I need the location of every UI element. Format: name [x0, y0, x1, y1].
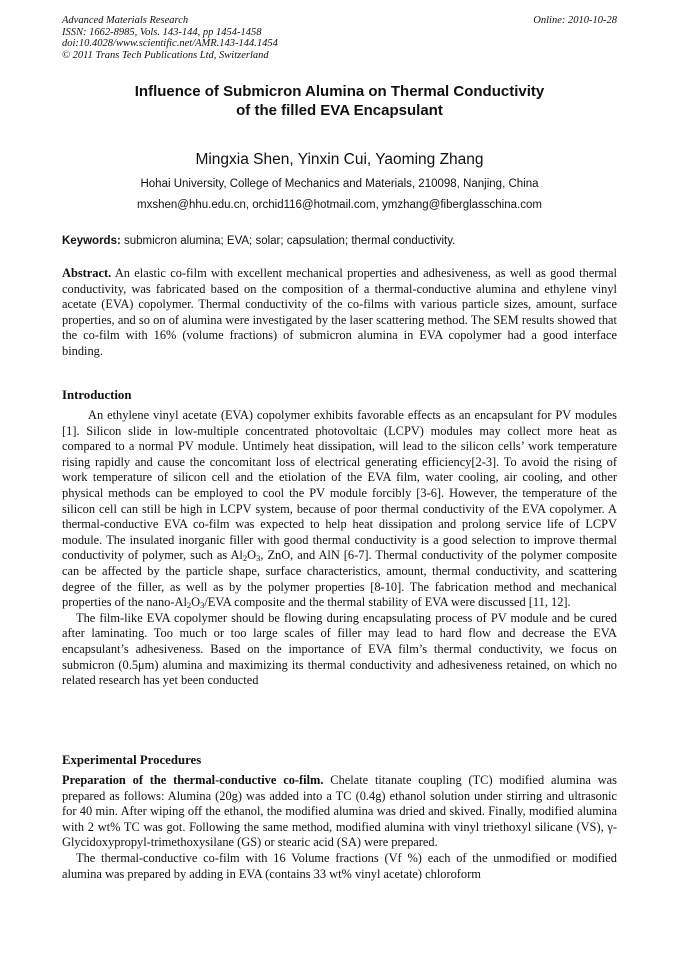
author-emails: mxshen@hhu.edu.cn, orchid116@hotmail.com, ymzhang@fiberglasschina.com — [137, 199, 542, 211]
paper-title-line-2: of the filled EVA Encapsulant — [236, 102, 443, 119]
copyright-line: © 2011 Trans Tech Publications Ltd, Switzerland — [62, 49, 269, 61]
introduction-heading: Introduction — [62, 388, 132, 402]
keywords — [62, 234, 617, 248]
authors: Mingxia Shen, Yinxin Cui, Yaoming Zhang — [195, 151, 484, 168]
paper-title-line-1: Influence of Submicron Alumina on Thermal Conductivity — [134, 83, 545, 100]
introduction-paragraph-2: The film-like EVA copolymer should be flowing during encapsulating process of PV module and be cured after laminating. Too much or too large scales of filler may lead to hard flow and decrease the EVA encapsulant’s adhesiveness. Based on the importance of EVA film’s thermal conductivity, we focus on submicron (0.5μm) alumina and maximizing its thermal conductivity and adhesiveness retained, on which no related research has yet been conducted — [62, 610, 617, 688]
preparation-label: Preparation of the thermal-conductive co-film. — [62, 773, 324, 787]
issn-line: ISSN: 1662-8985, Vols. 143-144, pp 1454-1458 — [62, 26, 262, 38]
journal-header — [62, 15, 617, 61]
keywords-text: submicron alumina; EVA; solar; capsulation; thermal conductivity. — [120, 235, 456, 247]
experimental-body — [62, 773, 617, 882]
introduction-paragraph-1: An ethylene vinyl acetate (EVA) copolymer exhibits favorable effects as an encapsulant for PV modules [1]. Silicon slide in low-multiple concentrated photovoltaic (LCPV) modules may collect more heat as compared to a normal PV module. Untimely heat dissipation, will lead to the silicon cells’ work temperature rising rapidly and cause the concomitant loss of electrical generating efficiency[2-3]. To avoid the rising of work temperature of silicon cell and the etiolation of the EVA film, water cooling, air cooling, and other physical methods can be employed to cool the PV module forcibly [3-6]. However, the temperature of the silicon cell can still be high in LCPV system, because of poor thermal conductivity of the EVA copolymer. A thermal-conductive EVA co-film was expected to help heat dissipation and prolong service life of LCPV module. The insulated inorganic filler with good thermal conductivity is a good selection to improve thermal conductivity of polymer, such as $Al_2O_3$, ZnO, and AlN [6-7]. Thermal conductivity of the polymer composite can be affected by the particle shape, surface characteristics, amount, thermal conductivity, and scattering degree of the filler, as well as by the polymer properties [8-10]. The fabrication method and mechanical properties of the nano-$Al_2O_3$/EVA composite and the thermal stability of EVA were discussed [11, 12]. — [62, 408, 617, 611]
introduction-body — [62, 408, 617, 689]
abstract-text: An elastic co-film with excellent mechanical properties and adhesiveness, as well as good thermal conductivity, was fabricated based on the composition of a thermal-conductive alumina and ethylene vinyl acetate (EVA) copolymer. Thermal conductivity of the co-films with various particle sizes, amount, surface properties, and so on of alumina were investigated by the laser scattering method. The SEM results showed that the co-film with 16% (volume fractions) of submicron alumina in EVA copolymer had a good interface binding. — [62, 266, 617, 358]
doi-line: doi:10.4028/www.scientific.net/AMR.143-144.1454 — [62, 38, 278, 49]
online-date: Online: 2010-10-28 — [533, 15, 617, 26]
journal-name: Advanced Materials Research — [62, 15, 189, 26]
abstract — [62, 266, 617, 360]
preparation-paragraph: Preparation of the thermal-conductive co-film. Chelate titanate coupling (TC) modified alumina was prepared as follows: Alumina (20g) was added into a TC (0.4g) ethanol solution under stirring and ultrasonic for 40 min. After wiping off the ethanol, the modified alumina was dried and skived. Finally, modified alumina with 2 wt% TC was got. Following the same method, modified alumina with vinyl triethoxyl silicane (VS), γ-Glycidoxypropyl-trimethoxysilane (GS) or stearic acid (SA) were prepared. — [62, 773, 618, 850]
experimental-heading: Experimental Procedures — [62, 753, 202, 767]
experimental-paragraph-2: The thermal-conductive co-film with 16 Volume fractions (Vf %) each of the unmodified or modified alumina was prepared by adding in EVA (contains 33 wt% vinyl acetate) chloroform — [62, 850, 617, 881]
abstract-label: Abstract. — [62, 266, 112, 280]
keywords-label: Keywords: — [62, 235, 121, 247]
affiliation: Hohai University, College of Mechanics and Materials, 210098, Nanjing, China — [140, 178, 539, 190]
paper-title — [62, 82, 617, 120]
